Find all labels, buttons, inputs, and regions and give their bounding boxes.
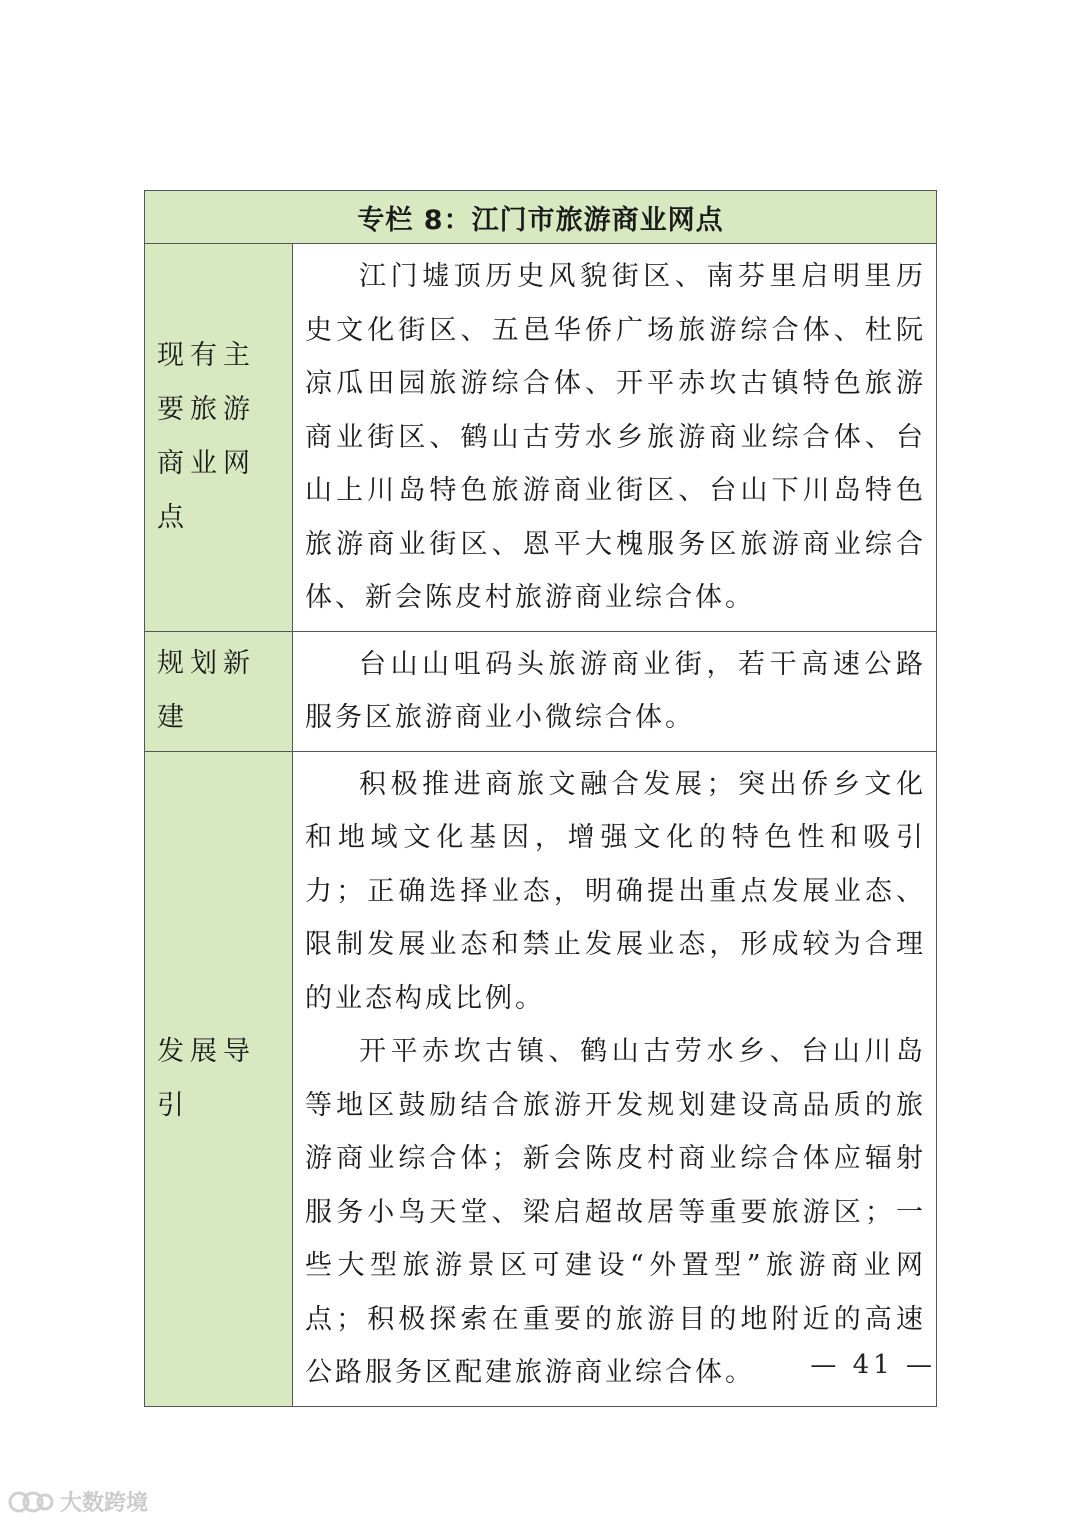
table-row <box>145 751 937 1406</box>
watermark <box>8 1486 148 1517</box>
content-paragraph: 积极推进商旅文融合发展；突出侨乡文化和地域文化基因，增强文化的特色性和吸引力；正确选择业态，明确提出重点发展业态、限制发展业态和禁止发展业态，形成较为合理的业态构成比例。 <box>305 768 926 1014</box>
content-paragraph: 台山山咀码头旅游商业街，若干高速公路服务区旅游商业小微综合体。 <box>305 648 926 733</box>
table-row <box>145 244 937 632</box>
row-label-existing: 现有主要旅游商业网点 <box>145 244 293 632</box>
row-label-planned: 规划新建 <box>145 631 293 751</box>
watermark-text: 大数跨境 <box>60 1491 149 1516</box>
planning-table <box>144 190 937 1407</box>
content-paragraph: 开平赤坎古镇、鹤山古劳水乡、台山川岛等地区鼓励结合旅游开发规划建设高品质的旅游商业综合体；新会陈皮村商业综合体应辐射服务小鸟天堂、梁启超故居等重要旅游区；一些大型旅游景区可建设“外置型”旅游商业网点；积极探索在重要的旅游目的地附近的高速公路服务区配建旅游商业综合体。 <box>305 1036 926 1388</box>
row-content-existing <box>293 244 937 632</box>
row-content-guidance <box>293 751 937 1406</box>
table-title-row <box>145 191 937 244</box>
content-paragraph: 江门墟顶历史风貌街区、南芬里启明里历史文化街区、五邑华侨广场旅游综合体、杜阮凉瓜田园旅游综合体、开平赤坎古镇特色旅游商业街区、鹤山古劳水乡旅游商业综合体、台山上川岛特色旅游商业街区、台山下川岛特色旅游商业街区、恩平大槐服务区旅游商业综合体、新会陈皮村旅游商业综合体。 <box>305 261 926 613</box>
page-number: — 41 — <box>810 1350 936 1380</box>
table-row <box>145 631 937 751</box>
row-content-planned <box>293 631 937 751</box>
row-label-guidance: 发展导引 <box>145 751 293 1406</box>
table-title: 专栏 8：江门市旅游商业网点 <box>145 191 937 244</box>
watermark-logo-icon <box>8 1489 54 1515</box>
